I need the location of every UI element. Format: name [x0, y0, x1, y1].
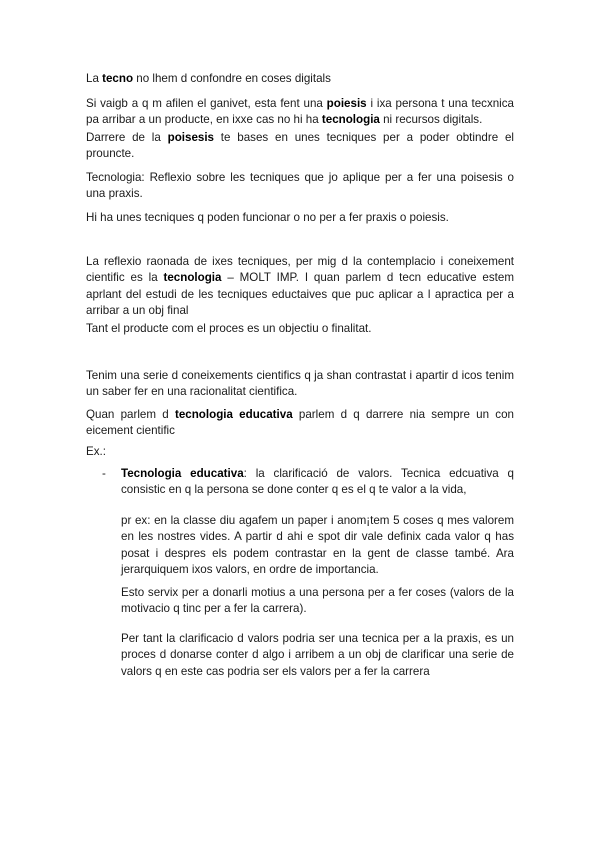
text-run: parlem d q darrere nia sempre un con eicement cientific — [86, 408, 514, 438]
bullet-item — [121, 466, 514, 499]
indented-paragraph-2: Esto servix per a donarli motius a una persona per a fer coses (valors de la motivacio q tinc per a fer la carrera). — [121, 586, 514, 616]
indented-paragraph-1: pr ex: en la classe diu agafem un paper i anom¡tem 5 coses q mes valorem en les nostres vides. A partir d ahi e spot dir vale definix cada valor q has posat i despres els podem contrastar en la gent de classe també. Ara jerarquiquem ixos valors, en ordre de importancia. — [121, 514, 514, 577]
bold-term: Tecnologia educativa — [121, 467, 244, 480]
text-run: Si vaigb a q m afilen el ganivet, esta fent una — [86, 97, 327, 110]
paragraph-9 — [86, 407, 514, 440]
paragraph-3 — [86, 130, 514, 163]
text-run: : la clarificació de valors. Tecnica edcuativa q consistic en q la persona se done conter q es el q te valor a la vida, — [121, 467, 514, 497]
paragraph-6 — [86, 254, 514, 320]
bold-term: tecnologia educativa — [174, 408, 293, 421]
bold-term: tecno — [102, 72, 134, 85]
text-run: ni recursos digitals. — [379, 113, 483, 127]
paragraph-7: Tant el producte com el proces es un objectiu o finalitat. — [86, 322, 372, 335]
bold-term: poisesis — [167, 131, 215, 144]
paragraph-4: Tecnologia: Reflexio sobre les tecniques que jo aplique per a fer una poisesis o una praxis. — [86, 171, 514, 201]
text-run: La — [86, 72, 103, 85]
text-run: no lhem d confondre en coses digitals — [133, 72, 331, 85]
paragraph-2 — [86, 96, 514, 129]
text-run: Darrere de la — [86, 131, 168, 144]
paragraph-1 — [86, 71, 514, 87]
text-run: La reflexio raonada de ixes tecniques, per mig d la contemplacio i coneixement cientific es la — [86, 255, 514, 285]
bold-term: tecnologia — [163, 271, 222, 285]
paragraph-8: Tenim una serie d coneixements cientifics q ja shan contrastat i apartir d icos tenim un saber fer en una racionalitat cientifica. — [86, 369, 514, 399]
text-run: Quan parlem d — [86, 408, 175, 421]
paragraph-5: Hi ha unes tecniques q poden funcionar o no per a fer praxis o poiesis. — [86, 211, 449, 224]
text-run: te bases en unes tecniques per a poder obtindre el prouncte. — [86, 131, 514, 161]
text-run: – MOLT IMP. I quan parlem d tecn educative estem aprlant del estudi de les tecniques eductaives que puc aplicar a l apractica per a arribar a un obj final — [86, 271, 514, 318]
bold-term: tecnologia — [321, 113, 380, 127]
text-run: i ixa persona t una tecxnica pa arribar a un producte, en ixxe cas no hi ha — [86, 97, 515, 127]
paragraph-ex: Ex.: — [86, 445, 106, 458]
indented-paragraph-3: Per tant la clarificacio d valors podria ser una tecnica per a la praxis, es un proces d donarse conter d algo i arribem a un obj de clarificar una serie de valors q en este cas podria ser els valors per a fer la carrera — [121, 632, 514, 678]
bold-term: poiesis — [326, 97, 367, 110]
bullet-dash: - — [102, 467, 106, 480]
